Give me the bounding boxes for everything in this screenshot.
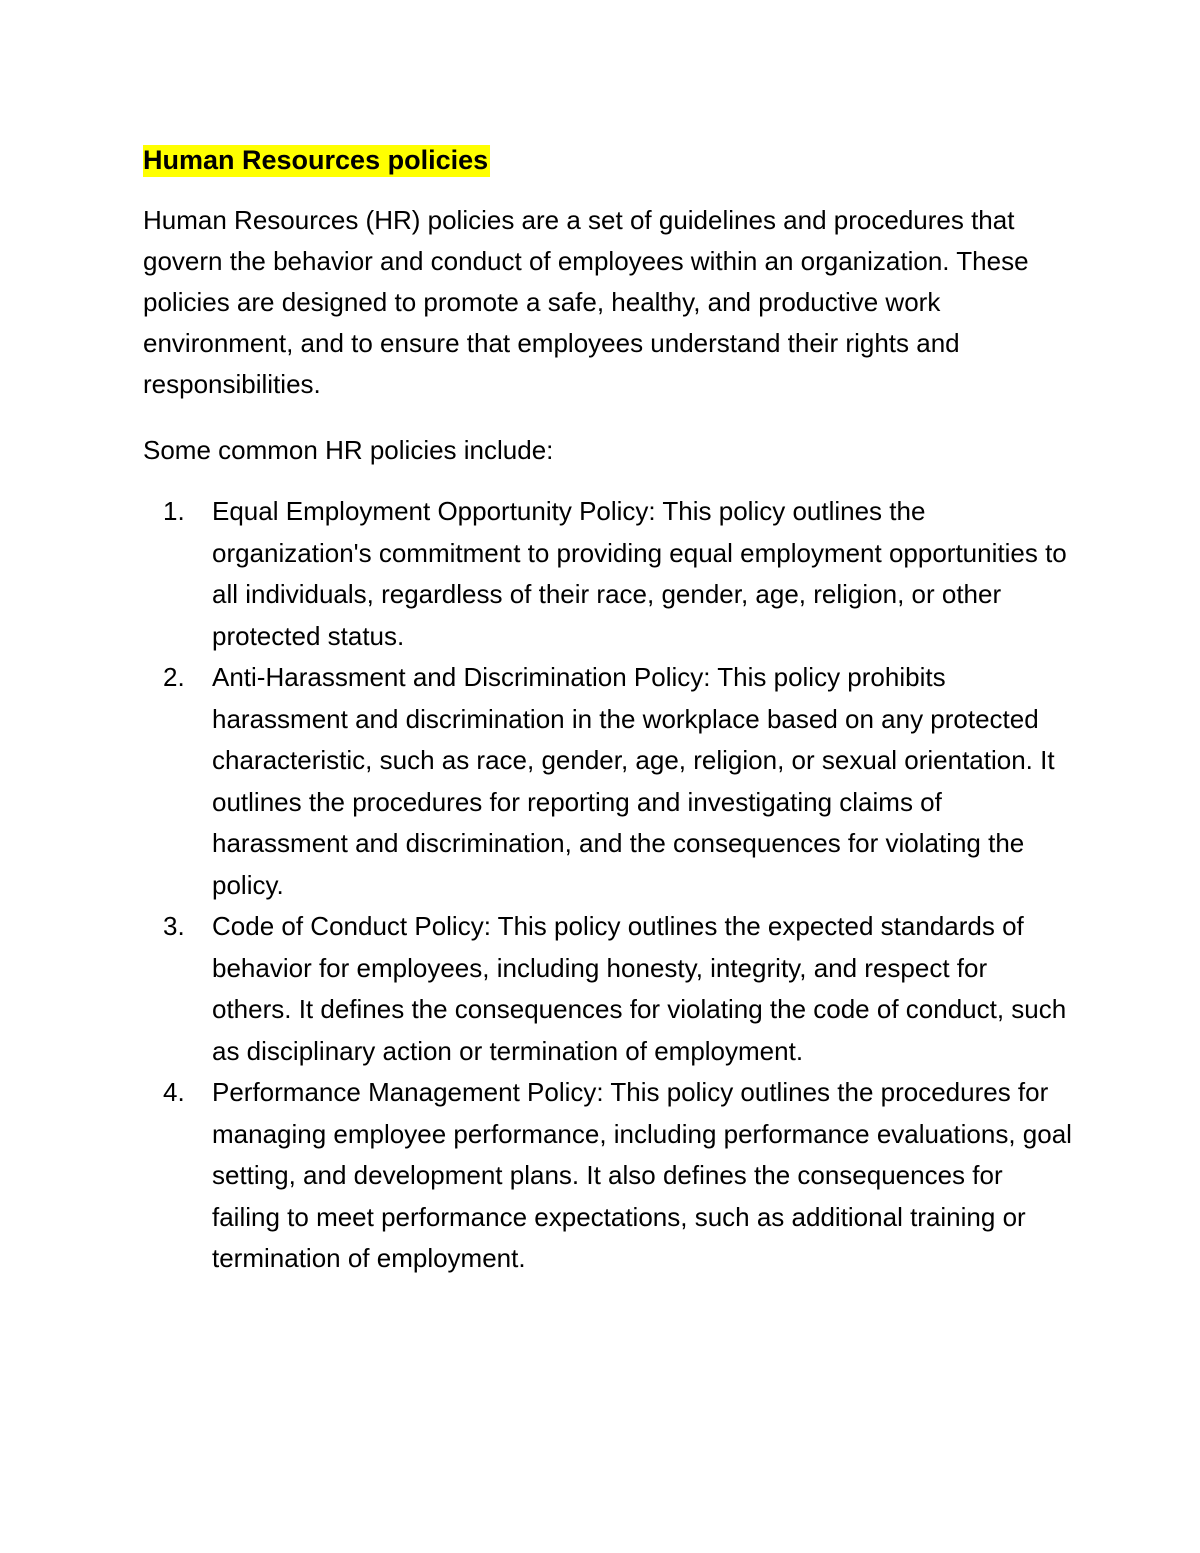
list-item-number: 3. bbox=[163, 911, 185, 941]
policy-list bbox=[143, 491, 1073, 1280]
list-item-number: 1. bbox=[163, 496, 185, 526]
title-highlight: Human Resources policies bbox=[143, 145, 489, 175]
list-item bbox=[143, 491, 1073, 657]
list-item-text: Equal Employment Opportunity Policy: This policy outlines the organization's commitment to providing equal employment opportunities to all individuals, regardless of their race, gender, age, religion, or other protected status. bbox=[212, 496, 1067, 651]
list-item bbox=[143, 906, 1073, 1072]
list-item bbox=[143, 657, 1073, 906]
list-item-number: 4. bbox=[163, 1077, 185, 1107]
list-item bbox=[143, 1072, 1073, 1280]
list-item-text: Anti-Harassment and Discrimination Policy: This policy prohibits harassment and discrimination in the workplace based on any protected characteristic, such as race, gender, age, religion, or sexual orientation. It outlines the procedures for reporting and investigating claims of harassment and discrimination, and the consequences for violating the policy. bbox=[212, 662, 1055, 900]
list-item-text: Performance Management Policy: This policy outlines the procedures for managing employee performance, including performance evaluations, goal setting, and development plans. It also defines the consequences for failing to meet performance expectations, such as additional training or termination of employment. bbox=[212, 1077, 1072, 1273]
document-content bbox=[143, 138, 1073, 1280]
list-item-text: Code of Conduct Policy: This policy outlines the expected standards of behavior for employees, including honesty, integrity, and respect for others. It defines the consequences for violating the code of conduct, such as disciplinary action or termination of employment. bbox=[212, 911, 1067, 1066]
list-lead-paragraph: Some common HR policies include: bbox=[143, 435, 554, 465]
document-title bbox=[143, 138, 1073, 182]
list-item-number: 2. bbox=[163, 662, 185, 692]
intro-paragraph: Human Resources (HR) policies are a set of guidelines and procedures that govern the behavior and conduct of employees within an organization. These policies are designed to promote a safe, healthy, and productive work environment, and to ensure that employees understand their rights and responsibilities. bbox=[143, 205, 1029, 399]
